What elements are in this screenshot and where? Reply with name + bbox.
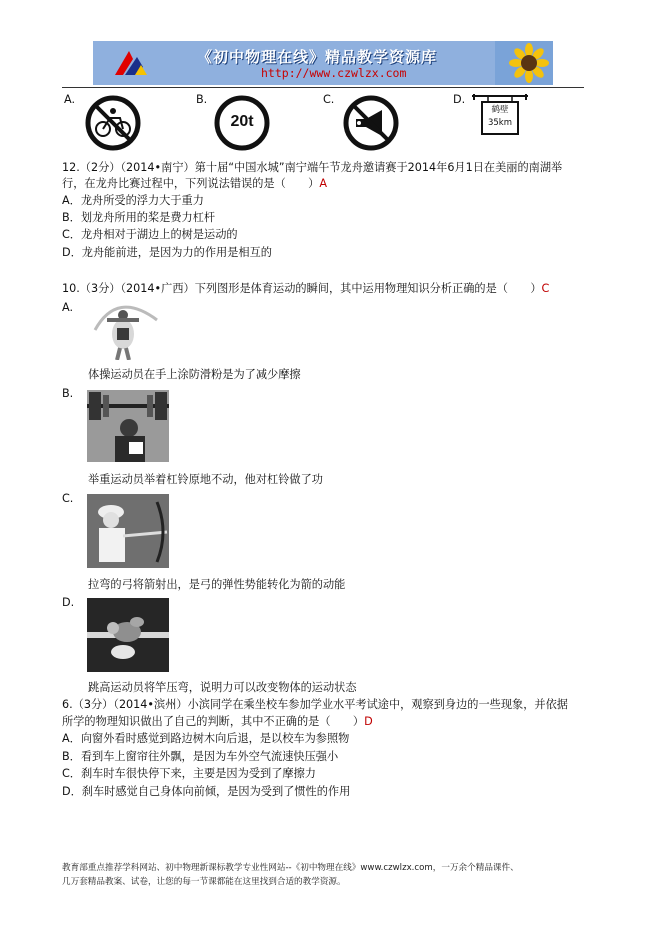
q10-stem: 10.（3分）（2014•广西）下列图形是体育运动的瞬间，其中运用物理知识分析正确的是（ ）C bbox=[62, 282, 550, 295]
q12-stem-line1: 12.（2分）（2014•南宁）第十届“中国水城”南宁端午节龙舟邀请赛于2014年6月1日在美丽的南湖举 bbox=[62, 161, 563, 174]
weight-limit-text: 20t bbox=[230, 113, 254, 130]
option-c-label: C. bbox=[323, 93, 335, 106]
q10-option-d-label: D. bbox=[62, 596, 75, 609]
option-b-label: B. bbox=[196, 93, 208, 106]
header-banner bbox=[93, 41, 553, 85]
q10-answer: C bbox=[541, 282, 550, 295]
q10-option-d-caption: 跳高运动员将竿压弯，说明力可以改变物体的运动状态 bbox=[88, 681, 357, 694]
footer-line2: 几万套精品教案、试卷，让您的每一节课都能在这里找到合适的教学资源。 bbox=[62, 877, 346, 887]
q10-option-a-caption: 体操运动员在手上涂防滑粉是为了减少摩擦 bbox=[88, 368, 301, 381]
q12-option-d: D．龙舟能前进，是因为力的作用是相互的 bbox=[62, 246, 272, 259]
pole-vaulter-photo bbox=[87, 598, 169, 672]
option-a-label: A. bbox=[64, 93, 76, 106]
q6-stem-line2: 所学的物理知识做出了自己的判断，其中不正确的是（ ）D bbox=[62, 715, 373, 728]
banner-url: http://www.czwlzx.com bbox=[261, 66, 407, 80]
banner-title: 《初中物理在线》精品教学资源库 bbox=[197, 48, 438, 66]
gymnast-photo bbox=[87, 300, 161, 360]
q6-stem-line1: 6.（3分）（2014•滨州）小滨同学在乘坐校车参加学业水平考试途中，观察到身边的一些现象，并依据 bbox=[62, 698, 568, 711]
distance-sign-km: 35km bbox=[487, 118, 513, 128]
q6-option-c: C．刹车时车很快停下来，主要是因为受到了摩擦力 bbox=[62, 767, 316, 780]
archer-photo bbox=[87, 494, 169, 568]
q6-answer: D bbox=[364, 715, 373, 728]
q12-option-b: B．划龙舟所用的桨是费力杠杆 bbox=[62, 211, 216, 224]
footer-line1: 教育部重点推荐学科网站、初中物理新课标教学专业性网站--《初中物理在线》www.czwlzx.com，一万余个精品课件、 bbox=[62, 863, 519, 873]
q10-option-c-caption: 拉弯的弓将箭射出，是弓的弹性势能转化为箭的动能 bbox=[88, 578, 346, 591]
q10-option-b-caption: 举重运动员举着杠铃原地不动，他对杠铃做了功 bbox=[88, 473, 323, 486]
no-horn-sign-icon bbox=[342, 94, 400, 152]
q10-option-c-label: C. bbox=[62, 492, 74, 505]
q6-option-b: B．看到车上窗帘往外飘，是因为车外空气流速快压强小 bbox=[62, 750, 339, 763]
q6-option-a: A．向窗外看时感觉到路边树木向后退，是以校车为参照物 bbox=[62, 732, 350, 745]
weightlifter-photo bbox=[87, 390, 169, 462]
q12-option-c: C．龙舟相对于湖边上的树是运动的 bbox=[62, 228, 238, 241]
distance-sign-place: 鹤壁 bbox=[491, 105, 509, 115]
q12-stem-line2: 行，在龙舟比赛过程中，下列说法错误的是（ ）A bbox=[62, 177, 327, 190]
option-d-label: D. bbox=[453, 93, 466, 106]
sunflower-image bbox=[495, 41, 553, 85]
q12-answer: A bbox=[319, 177, 327, 190]
q10-option-a-label: A. bbox=[62, 301, 74, 314]
site-logo bbox=[111, 47, 149, 79]
q10-option-b-label: B. bbox=[62, 387, 74, 400]
no-bicycle-sign-icon bbox=[84, 94, 142, 152]
header-divider bbox=[62, 87, 584, 88]
q12-option-a: A．龙舟所受的浮力大于重力 bbox=[62, 194, 204, 207]
q6-option-d: D．刹车时感觉自己身体向前倾，是因为受到了惯性的作用 bbox=[62, 785, 351, 798]
